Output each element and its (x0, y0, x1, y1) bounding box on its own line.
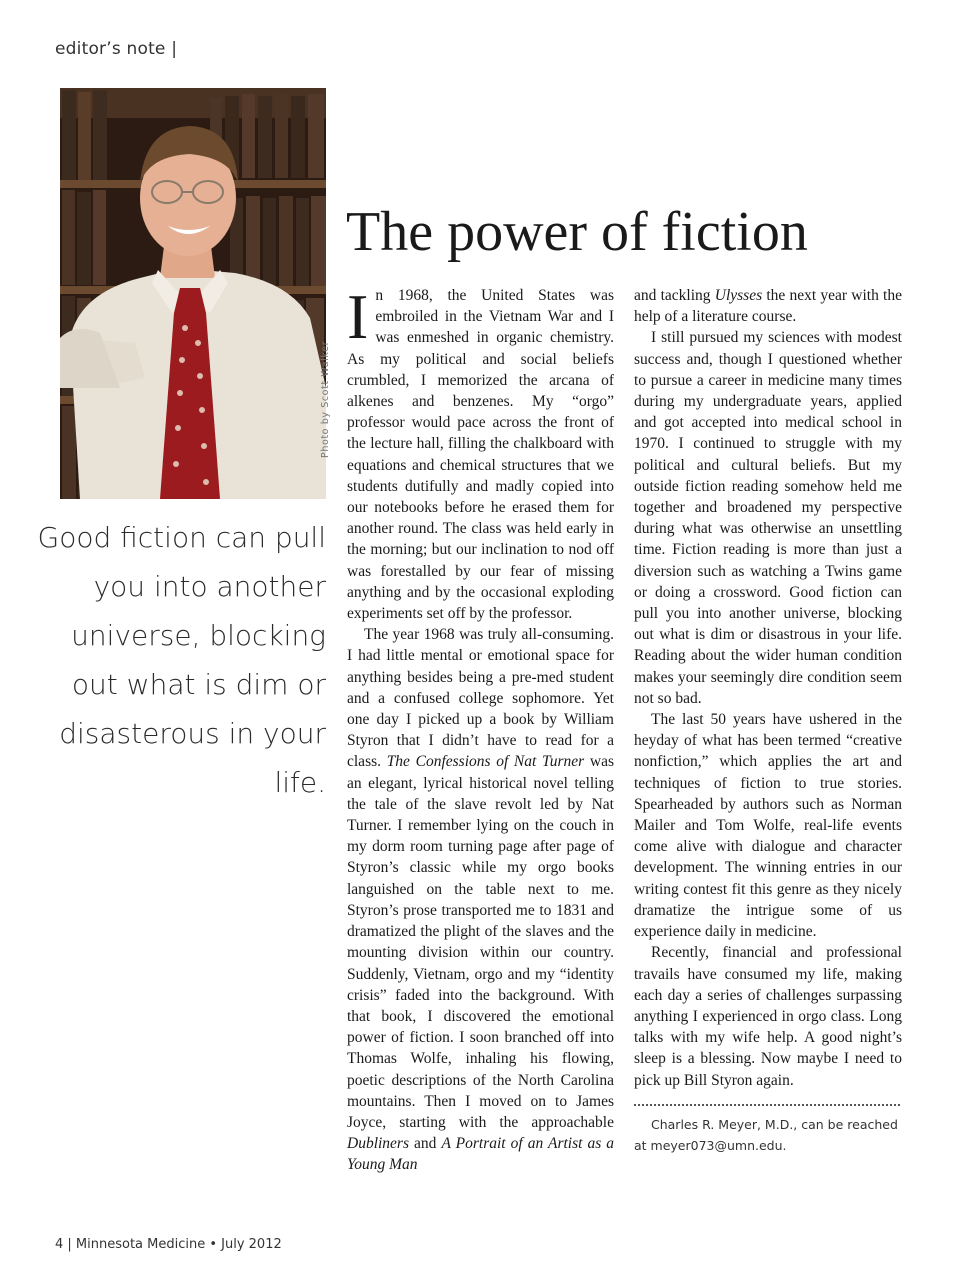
photo-credit: Photo by Scott Walker (320, 340, 331, 458)
page-footer: 4 | Minnesota Medicine • July 2012 (55, 1237, 282, 1252)
section-label: editor’s note | (55, 39, 178, 59)
paragraph-2 (347, 624, 614, 1175)
author-photo-image (60, 88, 326, 499)
paragraph-1-text: n 1968, the United States was embroiled in the Vietnam War and I was enmeshed in organic chemistry. As my political and social beliefs crumbled, I memorized the arcana of alkenes and benzenes. My “orgo” professor would pace across the front of the lecture hall, filling the chalkboard with equations and chemical structures that we students dutifully and madly copied into our notebooks before he erased them for another round. The class was held early in the morning; but our inclination to nod off was forestalled by our fear of missing anything and by the occasional exploding experiments set off by the professor. (347, 287, 614, 623)
article-column-right (634, 285, 902, 1156)
book-title-ulysses: Ulysses (714, 287, 763, 304)
paragraph-2-and: and (414, 1135, 437, 1153)
paragraph-2-text-a: The year 1968 was truly all-consuming. I had little mental or emotional space for anything besides being a pre-med student and a confused college sophomore. Yet one day I picked up a book by William Styron that I didn’t have to read for a class. (347, 626, 614, 771)
paragraph-2-text-b: was an elegant, lyrical historical novel telling the tale of the slave revolt led by Nat Turner. I remember lying on the couch in my dorm room turning page after page of Styron’s classic while my orgo books languished on the table next to me. Styron’s prose transported me to 1831 and dramatized the plight of the slaves and the mounting division within our country. Suddenly, Vietnam, orgo and my “identity crisis” faded into the background. With that book, I discovered the emotional power of fiction. I soon branched off into Thomas Wolfe, inhaling his flowing, poetic descriptions of the North Carolina mountains. Then I moved on to James Joyce, starting with the approachable (347, 753, 614, 1131)
article-title: The power of fiction (346, 201, 808, 263)
paragraph-6: Recently, financial and professional travails have consumed my life, making each day a series of challenges surpassing anything I experienced in orgo class. Long talks with my wife help. A good night’s sleep is a blessing. Now maybe I need to pick up Bill Styron again. (634, 944, 902, 1089)
pull-quote: Good fiction can pull you into another universe, blocking out what is dim or disasterous in your life. (37, 521, 326, 799)
book-title-dubliners: Dubliners (347, 1135, 409, 1153)
signature-divider (634, 1104, 900, 1106)
article-column-left (347, 281, 615, 1176)
paragraph-3-text-a: and tackling (634, 287, 711, 304)
book-title-portrait: A Portrait of an Artist as a Young Man (347, 1135, 615, 1174)
paragraph-4: I still pursued my sciences with modest success and, though I questioned whether to pursue a career in medicine many times during my undergraduate years, applied and got accepted into medical school in 1970. I continued to struggle with my political and cultural beliefs. But my outside fiction reading somehow held me together and broadened my perspective during what was otherwise an unsettling time. Fiction reading is more than just a diversion such as watching a Twins game or doing a crossword. Good fiction can pull you into another universe, blocking out what is dim or disastrous in your life. Reading about the wider human condition makes your seemingly dire condition seem not so bad. (634, 329, 902, 707)
paragraph-3-text-b: the next year with the help of a literature course. (634, 287, 902, 326)
paragraph-1 (347, 281, 614, 624)
drop-cap: I (347, 281, 369, 352)
author-photo (60, 88, 326, 499)
book-title-confessions: The Confessions of Nat Turner (386, 753, 585, 771)
paragraph-3 (634, 285, 902, 327)
author-signature: Charles R. Meyer, M.D., can be reached at meyer073@umn.edu. (634, 1116, 898, 1153)
paragraph-5: The last 50 years have ushered in the heyday of what has been termed “creative nonfiction,” which applies the art and techniques of fiction to true stories. Spearheaded by authors such as Norman Mailer and Tom Wolfe, real-life events come alive with dialogue and character development. The winning entries in our writing contest fit this genre as they nicely dramatize the intrigue some of us experience daily in medicine. (634, 711, 902, 941)
